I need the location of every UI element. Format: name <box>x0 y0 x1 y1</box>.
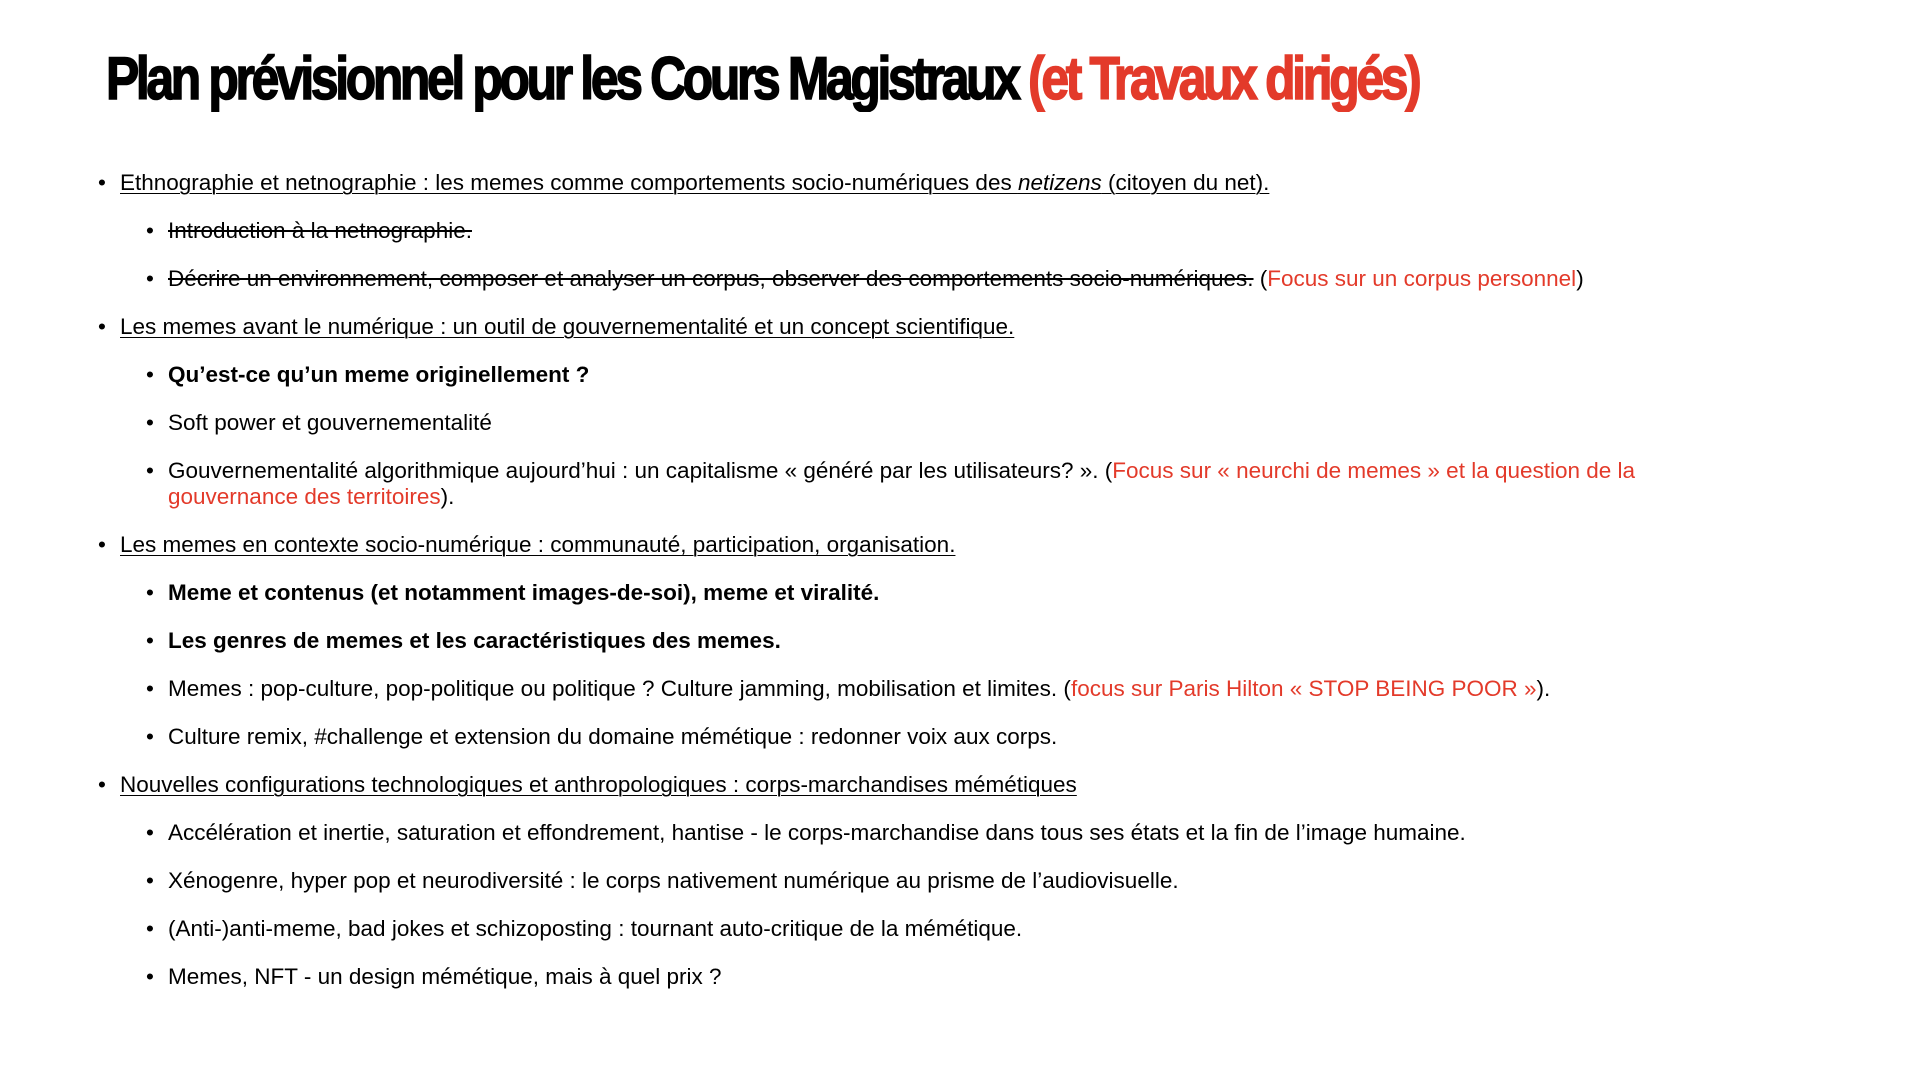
list-item <box>144 362 1856 388</box>
outline-section-netnographie <box>96 170 1856 292</box>
heading-text-part: Ethnographie et netnographie : les memes comme comportements socio-numériques des <box>120 170 1018 195</box>
item-text: Soft power et gouvernementalité <box>168 410 492 435</box>
bold-item-text: Qu’est-ce qu’un meme originellement ? <box>168 362 590 387</box>
course-outline <box>96 170 1856 1012</box>
list-item <box>144 266 1856 292</box>
item-paren: ( <box>1253 266 1268 291</box>
list-item <box>144 580 1856 606</box>
section-heading <box>96 170 1856 196</box>
list-item <box>144 868 1856 894</box>
bold-item-text: Les genres de memes et les caractéristiques des memes. <box>168 628 781 653</box>
list-item <box>144 724 1856 750</box>
subitem-list <box>96 820 1856 990</box>
item-paren: ). <box>1536 676 1551 701</box>
subitem-list <box>96 362 1856 510</box>
struck-item-text: Introduction à la netnographie. <box>168 218 472 243</box>
item-text: Xénogenre, hyper pop et neurodiversité : le corps nativement numérique au prisme de l’audiovisuelle. <box>168 868 1179 893</box>
list-item <box>144 218 1856 244</box>
list-item <box>144 916 1856 942</box>
list-item <box>144 628 1856 654</box>
section-heading-text: Les memes en contexte socio-numérique : communauté, participation, organisation. <box>120 532 956 557</box>
section-heading <box>96 314 1856 340</box>
list-item <box>144 410 1856 436</box>
item-text: (Anti-)anti-meme, bad jokes et schizoposting : tournant auto-critique de la mémétique. <box>168 916 1023 941</box>
item-text: Memes : pop-culture, pop-politique ou politique ? Culture jamming, mobilisation et limites. ( <box>168 676 1071 701</box>
list-item <box>144 676 1856 702</box>
subitem-list <box>96 580 1856 750</box>
item-text: Accélération et inertie, saturation et effondrement, hantise - le corps-marchandise dans tous ses états et la fin de l’image humaine. <box>168 820 1466 845</box>
heading-text-part: (citoyen du net). <box>1101 170 1270 195</box>
section-heading <box>96 772 1856 798</box>
outline-section-nouvelles-configurations <box>96 772 1856 990</box>
list-item <box>144 458 1728 510</box>
item-paren: ) <box>1576 266 1584 291</box>
focus-note: Focus sur un corpus personnel <box>1267 266 1577 291</box>
title-accent: (et Travaux dirigés) <box>1028 45 1419 112</box>
item-paren: ). <box>440 484 455 509</box>
item-text: Culture remix, #challenge et extension du domaine mémétique : redonner voix aux corps. <box>168 724 1058 749</box>
outline-section-contexte-socio-numerique <box>96 532 1856 750</box>
bold-item-text: Meme et contenus (et notamment images-de-soi), meme et viralité. <box>168 580 880 605</box>
heading-italic-term: netizens <box>1017 170 1102 195</box>
title-main: Plan prévisionnel pour les Cours Magistraux <box>106 45 1018 112</box>
list-item <box>144 820 1856 846</box>
item-text: Memes, NFT - un design mémétique, mais à quel prix ? <box>168 964 722 989</box>
section-heading <box>96 532 1856 558</box>
outline-section-memes-avant-numerique <box>96 314 1856 510</box>
struck-item-text: Décrire un environnement, composer et analyser un corpus, observer des comportements socio-numériques. <box>168 266 1254 291</box>
focus-note: focus sur Paris Hilton « STOP BEING POOR » <box>1070 676 1537 701</box>
section-heading-text: Nouvelles configurations technologiques et anthropologiques : corps-marchandises mémétiques <box>120 772 1077 797</box>
focus-note: Focus sur « neurchi de memes » et la question de la gouvernance des territoires <box>168 458 1636 509</box>
section-heading-text: Les memes avant le numérique : un outil de gouvernementalité et un concept scientifique. <box>120 314 1015 339</box>
list-item <box>144 964 1856 990</box>
subitem-list <box>96 218 1856 292</box>
section-heading-text <box>120 170 1269 195</box>
slide-title <box>106 34 1418 124</box>
item-text: Gouvernementalité algorithmique aujourd’hui : un capitalisme « généré par les utilisateurs? ». ( <box>168 458 1113 483</box>
